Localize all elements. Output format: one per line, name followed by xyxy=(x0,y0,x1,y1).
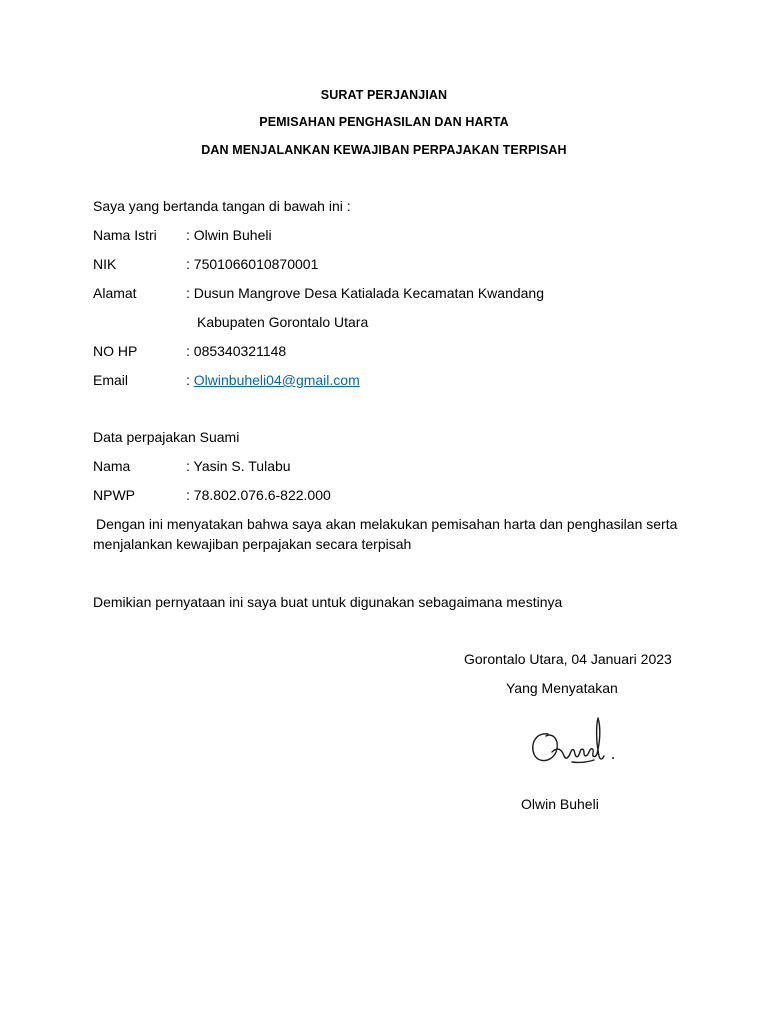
husband-heading: Data perpajakan Suami xyxy=(93,429,240,445)
place-date: Gorontalo Utara, 04 Januari 2023 xyxy=(464,651,672,667)
address-value-line1: : Dusun Mangrove Desa Katialada Kecamatan Kwandang xyxy=(186,285,544,301)
email-value-row xyxy=(186,372,360,388)
signer-name: Olwin Buheli xyxy=(521,796,599,812)
address-label: Alamat xyxy=(93,285,137,301)
husband-name-value: : Yasin S. Tulabu xyxy=(186,458,291,474)
npwp-value: : 78.802.076.6-822.000 xyxy=(186,487,331,503)
email-link[interactable]: Olwinbuheli04@gmail.com xyxy=(193,372,360,388)
wife-name-value: : Olwin Buheli xyxy=(186,227,272,243)
husband-name-label: Nama xyxy=(93,458,131,474)
document-title: SURAT PERJANJIAN xyxy=(320,88,448,102)
statement-line2: menjalankan kewajiban perpajakan secara terpisah xyxy=(93,536,412,552)
phone-value: : 085340321148 xyxy=(186,343,287,359)
signer-role: Yang Menyatakan xyxy=(506,680,618,696)
nik-label: NIK xyxy=(93,256,117,272)
intro-text: Saya yang bertanda tangan di bawah ini : xyxy=(93,198,351,214)
npwp-label: NPWP xyxy=(93,487,135,503)
email-prefix: : xyxy=(186,372,194,388)
nik-value: : 7501066010870001 xyxy=(186,256,319,272)
signature-icon xyxy=(528,712,620,772)
email-label: Email xyxy=(93,372,129,388)
phone-label: NO HP xyxy=(93,343,138,359)
wife-name-label: Nama Istri xyxy=(93,227,157,243)
address-value-line2: Kabupaten Gorontalo Utara xyxy=(197,314,369,330)
document-subtitle-1: PEMISAHAN PENGHASILAN DAN HARTA xyxy=(259,115,509,129)
statement-line1: Dengan ini menyatakan bahwa saya akan melakukan pemisahan harta dan penghasilan serta xyxy=(96,516,678,532)
closing-text: Demikian pernyataan ini saya buat untuk digunakan sebagaimana mestinya xyxy=(93,594,563,610)
document-subtitle-2: DAN MENJALANKAN KEWAJIBAN PERPAJAKAN TERPISAH xyxy=(201,143,567,157)
